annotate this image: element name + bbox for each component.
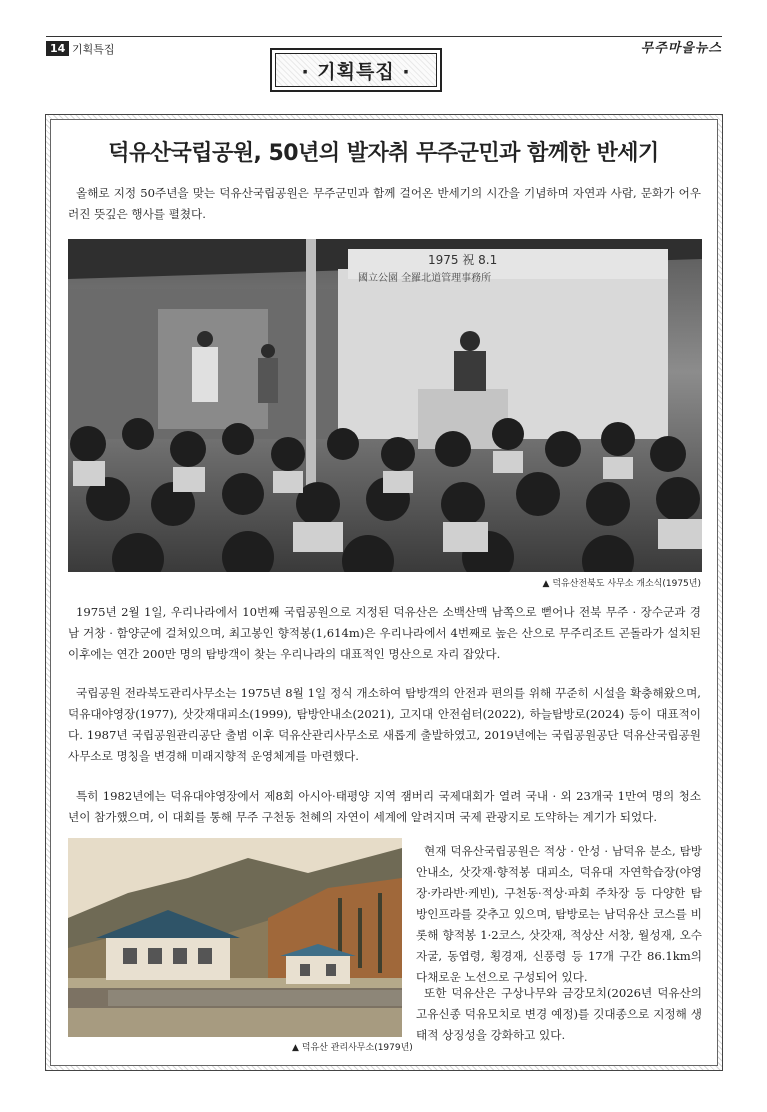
office-photo-caption: ▲ 덕유산 관리사무소(1979년) xyxy=(292,1043,413,1053)
section-tab-label: · 기획특집 · xyxy=(301,60,411,83)
ceremony-photo-caption: ▲ 덕유산전북도 사무소 개소식(1975년) xyxy=(542,579,701,589)
article-paragraph-2: 국립공원 전라북도관리사무소는 1975년 8월 1일 정식 개소하여 탐방객의 안전과 편의를 위해 꾸준히 시설을 확충해왔으며, 덕유대야영장(1977), 삿갓재대피소(1999), 탐방안내소(2021), 고지대 안전쉼터(2022), 하늘탐방로(2024) 등이 대표적이다. 1987년 국립공원관리공단 출범 이후 덕유산관리사무소로 새롭게 출발하였고, 2019년에는 국립공원공단 덕유산국립공원사무소로 명칭을 변경해 미래지향적 운영체계를 마련했다. xyxy=(68,686,701,763)
office-photo xyxy=(68,838,402,1037)
ceremony-photo xyxy=(68,239,702,572)
section-label: 기획특집 xyxy=(72,43,115,56)
article-paragraph-4: 현재 덕유산국립공원은 적상 · 안성 · 남덕유 분소, 탐방안내소, 삿갓재·향적봉 대피소, 덕유대 자연학습장(야영장·카라반·케빈), 구천동·적상·파회 주차장 등 다양한 탐방인프라를 갖추고 있으며, 탐방로는 남덕유산 코스를 비롯해 향적봉 1·2코스, 삿갓재, 적상산 서창, 월성재, 오수자굴, 동엽령, 횡경재, 신풍령 등 17개 구간 86.1km의 다채로운 노선으로 구성되어 있다. xyxy=(416,844,702,984)
page-number: 14 xyxy=(46,41,69,56)
section-tab xyxy=(270,48,442,92)
article-paragraph-3: 특히 1982년에는 덕유대야영장에서 제8회 아시아·태평양 지역 잼버리 국제대회가 열려 국내 · 외 23개국 1만여 명의 청소년이 참가했으며, 이 대회를 통해 무주 구천동 천혜의 자연이 세계에 알려지며 국제 관광지로 도약하는 계기가 되었다. xyxy=(68,789,701,824)
article-paragraph-5: 또한 덕유산은 구상나무와 금강모치(2026년 덕유산의 고유신종 덕유모치로 변경 예정)를 깃대종으로 지정해 생태적 상징성을 강화하고 있다. xyxy=(416,986,702,1042)
brand-logo: 무주마을뉴스 xyxy=(640,41,722,56)
section-tab-inner xyxy=(275,53,437,87)
banner-text: 1975 祝 8.1 xyxy=(428,253,498,267)
article-paragraph-1: 1975년 2월 1일, 우리나라에서 10번째 국립공원으로 지정된 덕유산은 소백산맥 남쪽으로 뻗어나 전북 무주 · 장수군과 경남 거창 · 함양군에 걸쳐있으며, 최고봉인 향적봉(1,614m)은 우리나라에서 4번째로 높은 산으로 무주리조트 곤돌라가 설치된 이후에는 연간 200만 명의 탐방객이 찾는 우리나라의 대표적인 명산으로 자리 잡았다. xyxy=(68,605,701,661)
article-intro: 올해로 지정 50주년을 맞는 덕유산국립공원은 무주군민과 함께 걸어온 반세기의 시간을 기념하며 자연과 사람, 문화가 어우러진 뜻깊은 행사를 펼쳤다. xyxy=(68,186,701,221)
banner-text-secondary: 國立公園 全羅北道管理事務所 xyxy=(358,273,492,284)
article-title: 덕유산국립공원, 50년의 발자취 무주군민과 함께한 반세기 xyxy=(108,141,659,166)
